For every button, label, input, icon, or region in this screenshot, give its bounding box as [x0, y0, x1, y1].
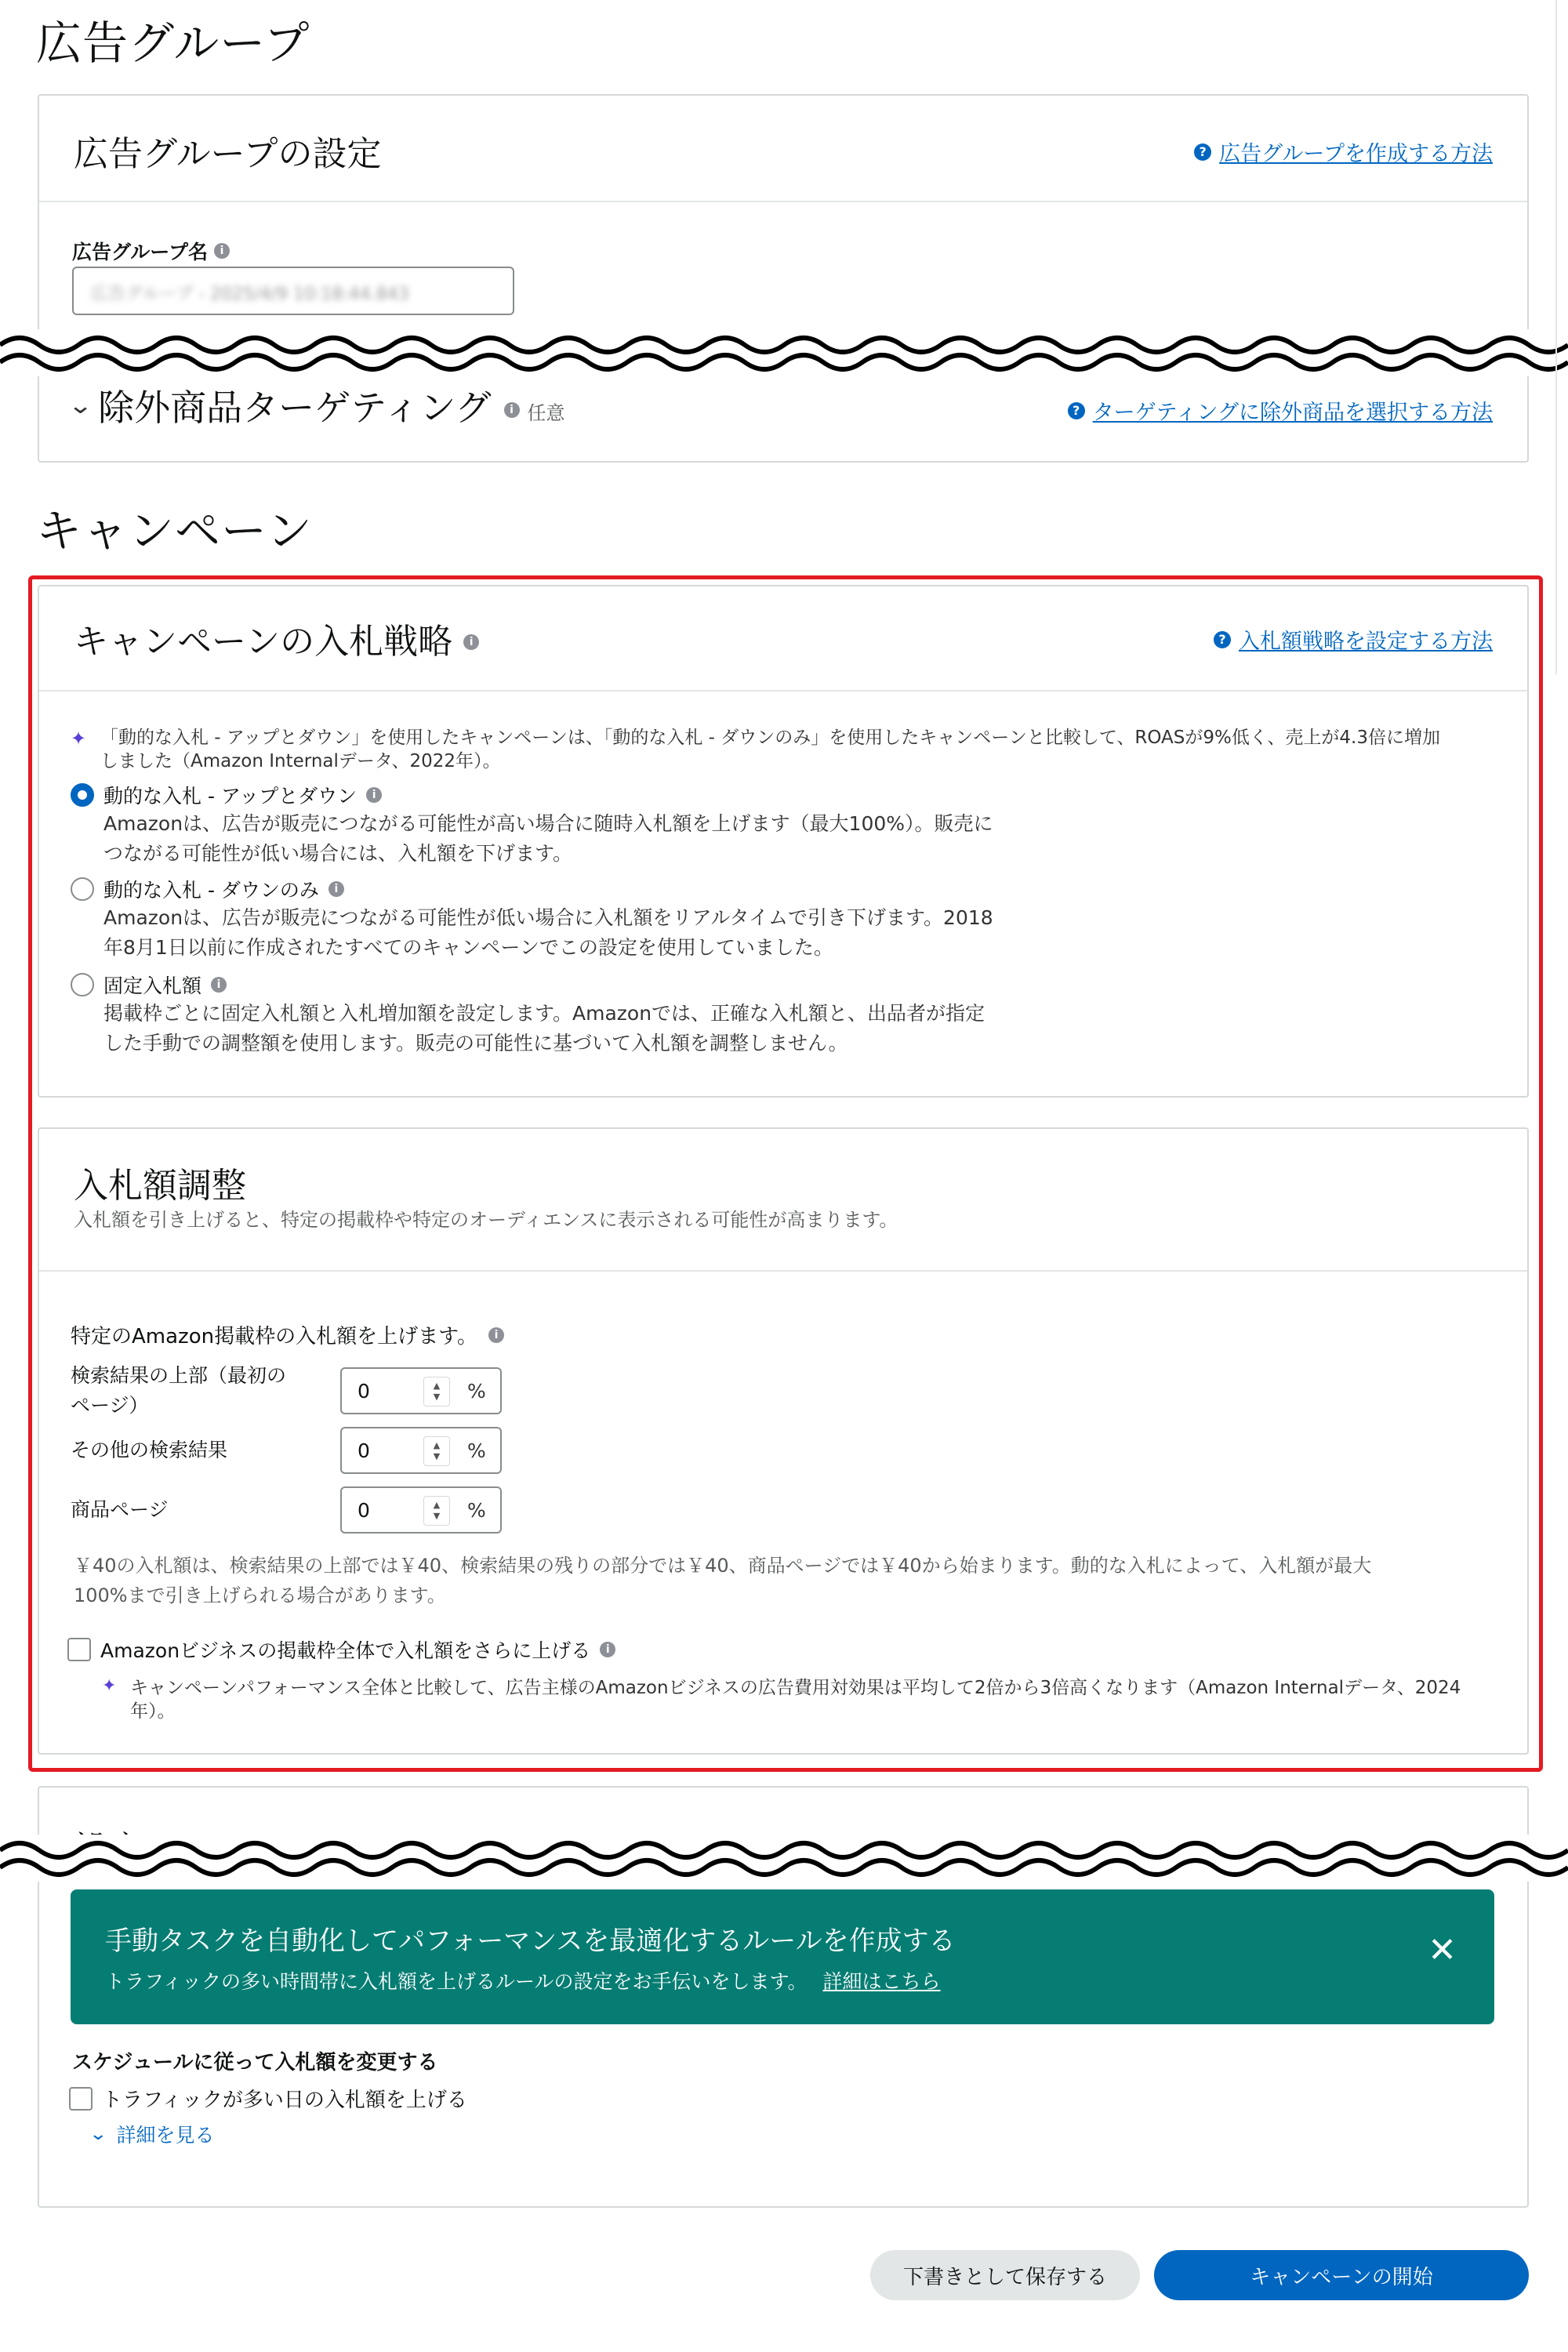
sparkle-icon: ✦ — [71, 728, 87, 750]
spin-value: 0 — [358, 1380, 370, 1403]
spin-value: 0 — [358, 1499, 370, 1522]
bid-summary — [74, 1551, 1371, 1610]
info-icon: i — [214, 243, 230, 259]
ad-group-settings-title: 広告グループの設定 — [74, 134, 382, 174]
schedule-checkbox-label: トラフィックが多い日の入札額を上げる — [102, 2089, 467, 2112]
placement-row-label: 商品ページ — [71, 1498, 169, 1521]
see-details-label[interactable]: 詳細を見る — [116, 2124, 215, 2147]
chevron-down-icon: ⌄ — [89, 2124, 108, 2144]
close-icon[interactable]: ✕ — [1428, 1930, 1457, 1970]
info-icon: i — [328, 881, 344, 897]
info-icon: i — [366, 787, 382, 803]
product-page-input[interactable] — [340, 1486, 502, 1534]
divider — [39, 1270, 1527, 1272]
percent-unit: % — [467, 1499, 486, 1522]
ad-group-heading: 広告グループ — [36, 16, 310, 70]
launch-campaign-button[interactable]: キャンペーンの開始 — [1154, 2250, 1529, 2300]
business-checkbox[interactable] — [67, 1638, 91, 1661]
bid-adjustment-subtitle: 入札額を引き上げると、特定の掲載枠や特定のオーディエンスに表示される可能性が高まります。 — [74, 1209, 898, 1231]
info-icon: i — [463, 634, 479, 650]
placement-row-label — [71, 1361, 286, 1421]
wavy-break-icon — [0, 1835, 1568, 1882]
business-insight — [102, 1676, 1513, 1723]
help-icon: ? — [1214, 631, 1231, 648]
bidding-option-desc: した手動での調整額を使用します。販売の可能性に基づいて入札額を調整しません。 — [103, 1032, 848, 1054]
help-icon: ? — [1068, 402, 1085, 419]
rest-of-search-input[interactable] — [340, 1427, 502, 1474]
banner-title: 手動タスクを自動化してパフォーマンスを最適化するルールを作成する — [105, 1926, 956, 1957]
help-icon: ? — [1194, 143, 1211, 161]
bidding-insight-line2: しました（Amazon Internalデータ、2022年）。 — [100, 751, 501, 771]
placement-label-line: ページ） — [71, 1394, 149, 1417]
bid-summary-line: ￥40の入札額は、検索結果の上部では￥40、検索結果の残りの部分では￥40、商品ページでは￥40から始まります。動的な入札によって、入札額が最大 — [74, 1555, 1372, 1577]
percent-unit: % — [467, 1380, 486, 1403]
placement-label-line: 検索結果の上部（最初の — [71, 1364, 287, 1387]
bidding-option-desc: つながる可能性が低い場合には、入札額を下げます。 — [103, 842, 573, 865]
bidding-help-link-label[interactable]: 入札額戦略を設定する方法 — [1239, 630, 1493, 654]
stepper-icon[interactable]: ▲ ▼ — [423, 1436, 450, 1466]
stepper-icon[interactable]: ▲ ▼ — [423, 1496, 450, 1526]
bidding-strategy-title: キャンペーンの入札戦略 — [74, 622, 453, 662]
scrollbar-track[interactable] — [1555, 0, 1557, 674]
schedule-heading: スケジュールに従って入札額を変更する — [72, 2051, 438, 2074]
negative-targeting-help-link[interactable] — [1068, 395, 1493, 426]
placement-heading-row — [71, 1320, 504, 1349]
business-insight-line2: 年）。 — [130, 1701, 176, 1722]
bidding-option-desc: 年8月1日以前に作成されたすべてのキャンペーンでこの設定を使用していました。 — [103, 936, 833, 959]
info-icon: i — [211, 977, 227, 993]
business-checkbox-row[interactable] — [67, 1635, 615, 1664]
bid-adjustment-card — [38, 1127, 1529, 1755]
bidding-insight-line1: 「動的な入札 - アップとダウン」を使用したキャンペーンは、「動的な入札 - ダウンのみ」を使用したキャンペーンと比較して、ROASが9%低く、売上が4.3倍に増加 — [100, 728, 1440, 748]
bid-summary-line: 100%まで引き上げられる場合があります。 — [74, 1584, 446, 1606]
banner-text: トラフィックの多い時間帯に入札額を上げるルールの設定をお手伝いをします。 — [105, 1970, 808, 1993]
info-icon: i — [504, 402, 520, 418]
bidding-strategy-title-row — [74, 613, 479, 663]
bidding-option-desc: Amazonは、広告が販売につながる可能性が高い場合に随時入札額を上げます（最大100%）。販売に — [103, 812, 993, 835]
negative-targeting-toggle[interactable] — [67, 379, 565, 431]
bidding-option-label: 動的な入札 - ダウンのみ — [103, 879, 319, 902]
schedule-checkbox[interactable] — [69, 2087, 93, 2111]
info-icon: i — [488, 1327, 504, 1343]
campaign-heading: キャンペーン — [36, 504, 313, 557]
automation-rules-banner — [71, 1889, 1494, 2024]
banner-learn-more-link[interactable]: 詳細はこちら — [822, 1970, 941, 1993]
placement-row-label: その他の検索結果 — [71, 1439, 228, 1461]
see-details-toggle[interactable] — [91, 2120, 214, 2148]
radio-selected[interactable] — [71, 783, 94, 807]
bidding-option-label: 動的な入札 - アップとダウン — [103, 785, 358, 808]
bidding-option-desc: 掲載枠ごとに固定入札額と入札増加額を設定します。Amazonでは、正確な入札額と、出品者が指定 — [103, 1002, 985, 1025]
bidding-help-link[interactable] — [1214, 624, 1493, 655]
ad-group-settings-card — [38, 94, 1529, 463]
info-icon: i — [600, 1642, 615, 1657]
business-insight-line1: キャンペーンパフォーマンス全体と比較して、広告主様のAmazonビジネスの広告費用対効果は平均して2倍から3倍高くなります（Amazon Internalデータ、2024 — [130, 1678, 1461, 1698]
schedule-checkbox-row[interactable] — [69, 2084, 467, 2113]
bidding-option-up-down[interactable] — [71, 781, 993, 869]
placement-heading: 特定のAmazon掲載枠の入札額を上げます。 — [71, 1325, 477, 1348]
radio-unselected[interactable] — [71, 877, 94, 901]
percent-unit: % — [467, 1439, 486, 1462]
banner-text-row — [105, 1966, 941, 1994]
bidding-option-fixed[interactable] — [71, 971, 985, 1058]
ad-group-name-label: 広告グループ名 — [72, 241, 209, 263]
ad-group-name-label-row — [72, 237, 230, 265]
bidding-strategy-card — [38, 585, 1529, 1098]
sparkle-icon: ✦ — [102, 1676, 117, 1696]
radio-unselected[interactable] — [71, 973, 94, 996]
spin-value: 0 — [358, 1439, 370, 1462]
save-draft-button[interactable]: 下書きとして保存する — [870, 2250, 1140, 2300]
negative-targeting-title: 除外商品ターゲティング — [98, 387, 492, 429]
bidding-option-down-only[interactable] — [71, 875, 993, 963]
bidding-option-label: 固定入札額 — [103, 975, 202, 997]
page-break-separator — [0, 1835, 1568, 1882]
top-of-search-input[interactable] — [340, 1367, 502, 1414]
divider — [39, 690, 1527, 691]
ad-group-help-link[interactable] — [1194, 136, 1493, 167]
optional-label: 任意 — [527, 401, 565, 424]
business-checkbox-label: Amazonビジネスの掲載枠全体で入札額をさらに上げる — [100, 1639, 591, 1662]
wavy-break-icon — [0, 329, 1568, 376]
stepper-icon[interactable]: ▲ ▼ — [423, 1377, 450, 1406]
bidding-insight — [71, 726, 1505, 773]
ad-group-name-input[interactable] — [72, 267, 514, 315]
negative-targeting-help-link-label[interactable]: ターゲティングに除外商品を選択する方法 — [1092, 401, 1493, 425]
bidding-option-desc: Amazonは、広告が販売につながる可能性が低い場合に入札額をリアルタイムで引き下げます。2018 — [103, 906, 993, 929]
ad-group-name-value: 広告グループ - 2025/4/9 10:18:44.843 — [91, 285, 409, 304]
page-break-separator — [0, 329, 1568, 376]
ad-group-help-link-label[interactable]: 広告グループを作成する方法 — [1219, 142, 1493, 166]
divider — [39, 201, 1527, 202]
chevron-down-icon: ⌄ — [67, 391, 93, 419]
bid-adjustment-title: 入札額調整 — [74, 1166, 246, 1206]
